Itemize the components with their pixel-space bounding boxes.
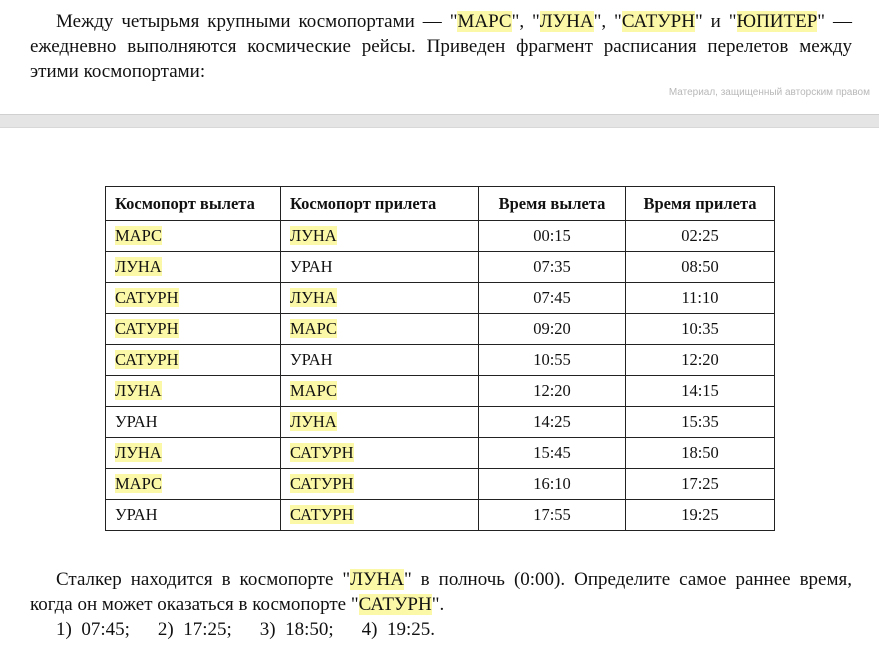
table-row: [106, 407, 775, 438]
departure-time-cell-text: 09:20: [533, 319, 571, 338]
departure-time-cell: [479, 438, 626, 469]
departure-port-cell: [106, 314, 281, 345]
departure-port-cell-text: САТУРН: [115, 350, 179, 369]
arrival-port-cell: [281, 438, 479, 469]
departure-port-cell: [106, 438, 281, 469]
departure-time-cell-text: 14:25: [533, 412, 571, 431]
arrival-time-cell: [626, 407, 775, 438]
question-text: ".: [431, 594, 445, 615]
arrival-port-cell-text: САТУРН: [290, 505, 354, 524]
departure-time-cell-text: 00:15: [533, 226, 571, 245]
departure-port-cell-text: ЛУНА: [115, 443, 162, 462]
column-header: Космопорт прилета: [281, 187, 479, 221]
arrival-port-cell-text: САТУРН: [290, 474, 354, 493]
arrival-time-cell: [626, 252, 775, 283]
departure-port-cell: [106, 283, 281, 314]
table-row: [106, 283, 775, 314]
departure-port-cell-text: ЛУНА: [115, 257, 162, 276]
section-divider: [0, 114, 879, 128]
highlight-saturn: САТУРН: [621, 11, 695, 32]
departure-port-cell: [106, 469, 281, 500]
arrival-time-cell-text: 19:25: [681, 505, 719, 524]
arrival-port-cell: [281, 376, 479, 407]
question-text: Сталкер находится в космопорте ": [56, 569, 351, 590]
intro-text: ", ": [593, 11, 622, 32]
departure-port-cell-text: МАРС: [115, 474, 162, 493]
departure-port-cell-text: МАРС: [115, 226, 162, 245]
arrival-port-cell-text: ЛУНА: [290, 412, 337, 431]
departure-time-cell: [479, 500, 626, 531]
departure-time-cell: [479, 376, 626, 407]
departure-port-cell-text: САТУРН: [115, 288, 179, 307]
arrival-time-cell: [626, 314, 775, 345]
departure-port-cell: [106, 376, 281, 407]
question-paragraph: [30, 567, 852, 617]
highlight-jupiter: ЮПИТЕР: [736, 11, 818, 32]
departure-time-cell-text: 12:20: [533, 381, 571, 400]
departure-time-cell-text: 15:45: [533, 443, 571, 462]
table-row: [106, 438, 775, 469]
answer-option-1: 1) 07:45;: [56, 619, 130, 640]
arrival-port-cell-text: МАРС: [290, 381, 337, 400]
arrival-time-cell-text: 12:20: [681, 350, 719, 369]
departure-time-cell: [479, 407, 626, 438]
answer-options: [56, 617, 435, 642]
departure-port-cell-text: УРАН: [115, 412, 158, 431]
arrival-time-cell-text: 17:25: [681, 474, 719, 493]
departure-time-cell: [479, 314, 626, 345]
arrival-time-cell-text: 10:35: [681, 319, 719, 338]
table-row: [106, 252, 775, 283]
arrival-time-cell-text: 08:50: [681, 257, 719, 276]
column-header: Космопорт вылета: [106, 187, 281, 221]
departure-port-cell: [106, 252, 281, 283]
table-row: [106, 500, 775, 531]
departure-time-cell-text: 16:10: [533, 474, 571, 493]
highlight-saturn: САТУРН: [358, 594, 432, 615]
arrival-time-cell: [626, 221, 775, 252]
arrival-port-cell: [281, 345, 479, 376]
column-header: Время вылета: [479, 187, 626, 221]
arrival-time-cell-text: 14:15: [681, 381, 719, 400]
arrival-time-cell: [626, 376, 775, 407]
arrival-port-cell: [281, 252, 479, 283]
table-row: [106, 221, 775, 252]
intro-text: " — ежедневно выполняются космические рейсы. Приведен фрагмент расписания перелетов между этими космопортами:: [30, 11, 853, 82]
arrival-time-cell: [626, 438, 775, 469]
departure-time-cell-text: 10:55: [533, 350, 571, 369]
intro-text: ", ": [511, 11, 540, 32]
arrival-port-cell: [281, 469, 479, 500]
arrival-time-cell-text: 15:35: [681, 412, 719, 431]
arrival-port-cell-text: ЛУНА: [290, 288, 337, 307]
arrival-time-cell-text: 02:25: [681, 226, 719, 245]
copyright-notice: Материал, защищенный авторским правом: [668, 87, 870, 98]
highlight-mars: МАРС: [457, 11, 512, 32]
question-text: " в полночь (0:00). Определите самое раннее время, когда он может оказаться в космопорте ": [30, 569, 852, 615]
table-row: [106, 376, 775, 407]
table-row: [106, 345, 775, 376]
arrival-time-cell-text: 11:10: [681, 288, 719, 307]
arrival-port-cell-text: УРАН: [290, 350, 333, 369]
arrival-port-cell: [281, 407, 479, 438]
arrival-port-cell: [281, 221, 479, 252]
departure-time-cell-text: 07:45: [533, 288, 571, 307]
arrival-port-cell-text: САТУРН: [290, 443, 354, 462]
departure-time-cell: [479, 252, 626, 283]
departure-port-cell-text: ЛУНА: [115, 381, 162, 400]
departure-port-cell: [106, 221, 281, 252]
arrival-port-cell-text: УРАН: [290, 257, 333, 276]
arrival-port-cell: [281, 283, 479, 314]
departure-time-cell: [479, 345, 626, 376]
departure-time-cell: [479, 469, 626, 500]
arrival-port-cell-text: ЛУНА: [290, 226, 337, 245]
answer-option-3: 3) 18:50;: [259, 619, 334, 640]
departure-port-cell-text: САТУРН: [115, 319, 179, 338]
arrival-port-cell-text: МАРС: [290, 319, 337, 338]
arrival-time-cell: [626, 345, 775, 376]
arrival-time-cell-text: 18:50: [681, 443, 719, 462]
flight-schedule-table: [105, 186, 775, 531]
answer-option-4: 4) 19:25.: [361, 619, 436, 640]
arrival-port-cell: [281, 314, 479, 345]
departure-port-cell: [106, 345, 281, 376]
answer-option-2: 2) 17:25;: [157, 619, 232, 640]
table-row: [106, 469, 775, 500]
departure-time-cell: [479, 283, 626, 314]
arrival-time-cell: [626, 283, 775, 314]
arrival-time-cell: [626, 500, 775, 531]
departure-time-cell-text: 07:35: [533, 257, 571, 276]
table-row: [106, 314, 775, 345]
highlight-luna: ЛУНА: [350, 569, 404, 590]
highlight-luna: ЛУНА: [539, 11, 594, 32]
departure-port-cell: [106, 407, 281, 438]
column-header: Время прилета: [626, 187, 775, 221]
table-header-row: [106, 187, 775, 221]
intro-text: " и ": [694, 11, 737, 32]
intro-paragraph: [30, 9, 852, 84]
intro-text: Между четырьмя крупными космопортами — ": [56, 11, 458, 32]
arrival-time-cell: [626, 469, 775, 500]
departure-time-cell: [479, 221, 626, 252]
departure-port-cell-text: УРАН: [115, 505, 158, 524]
departure-port-cell: [106, 500, 281, 531]
departure-time-cell-text: 17:55: [533, 505, 571, 524]
arrival-port-cell: [281, 500, 479, 531]
